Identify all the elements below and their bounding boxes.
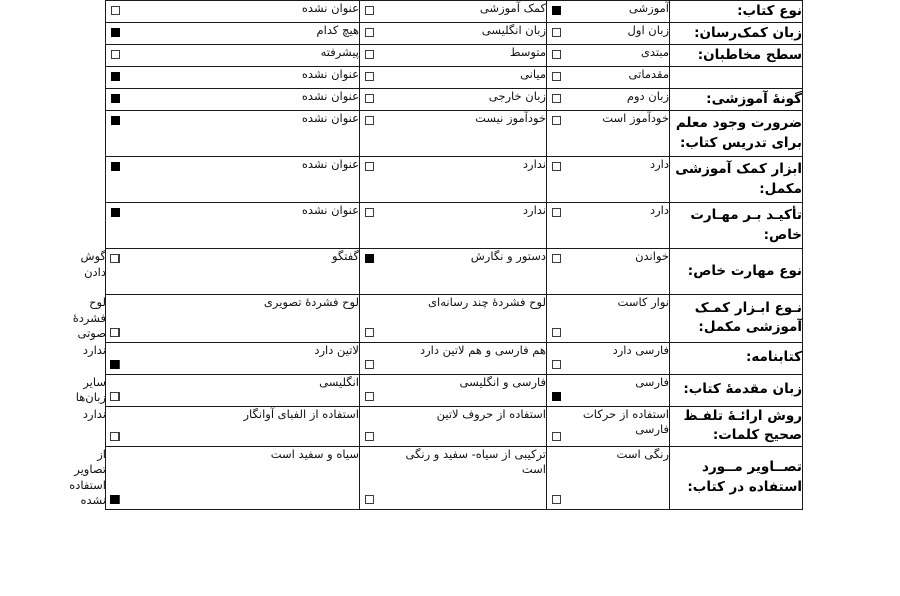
option-label: لاتین دارد — [314, 342, 359, 357]
option-label: عنوان نشده — [301, 111, 359, 125]
option-label: خواندن — [635, 249, 669, 263]
checkbox-unchecked-icon[interactable] — [365, 72, 374, 81]
option-label: سیاه و سفید است — [270, 446, 359, 461]
option-cell[interactable] — [360, 446, 547, 509]
option-label: عنوان نشده — [301, 157, 359, 171]
option-cell[interactable] — [106, 111, 360, 157]
checkbox-checked-icon[interactable] — [111, 28, 120, 37]
option-cell[interactable] — [106, 67, 360, 89]
option-cell[interactable] — [106, 89, 360, 111]
checkbox-checked-icon[interactable] — [111, 94, 120, 103]
checkbox-checked-icon[interactable] — [111, 208, 120, 217]
table-row — [106, 67, 803, 89]
checkbox-unchecked-icon[interactable] — [365, 495, 374, 504]
option-cell[interactable] — [547, 157, 670, 203]
row-label-row-bibliography: کتابنامه: — [670, 342, 803, 374]
option-label: از تصاویر استفاده نشده — [69, 446, 106, 508]
row-label-row-audience-level-2 — [670, 67, 803, 89]
table-row — [106, 249, 803, 295]
option-cell[interactable] — [106, 406, 360, 446]
checkbox-checked-icon[interactable] — [111, 116, 120, 125]
checkbox-checked-icon[interactable] — [552, 392, 561, 401]
checkbox-unchecked-icon[interactable] — [552, 208, 561, 217]
row-label-row-pronunciation-method: روش ارائـهٔ تلفـظ صحیح کلمات: — [670, 406, 803, 446]
option-label: سایر زبان‌ها — [75, 374, 106, 405]
table-row — [106, 89, 803, 111]
option-cell[interactable] — [547, 89, 670, 111]
option-label: خودآموز است — [602, 111, 669, 125]
option-cell[interactable] — [106, 342, 360, 374]
option-label: عنوان نشده — [301, 67, 359, 81]
option-cell[interactable] — [360, 23, 547, 45]
checkbox-unchecked-icon[interactable] — [552, 495, 561, 504]
checkbox-checked-icon[interactable] — [111, 162, 120, 171]
row-label-row-audience-level-1: سطح مخاطبان: — [670, 45, 803, 67]
option-cell[interactable] — [106, 374, 360, 406]
checkbox-unchecked-icon[interactable] — [111, 50, 120, 59]
option-label: هیچ کدام — [316, 23, 359, 37]
option-label: رنگی است — [616, 446, 669, 461]
option-label: عنوان نشده — [301, 1, 359, 15]
option-label: استفاده از حرکات فارسی — [582, 406, 669, 437]
checkbox-unchecked-icon[interactable] — [552, 432, 561, 441]
option-label: استفاده از الفبای آوانگار — [243, 406, 359, 421]
option-label: ندارد — [82, 406, 106, 421]
option-label: دستور و نگارش — [470, 249, 546, 263]
checkbox-unchecked-icon[interactable] — [110, 432, 119, 441]
option-label: لوح فشردهٔ صوتی — [72, 295, 106, 341]
checkbox-unchecked-icon[interactable] — [365, 28, 374, 37]
option-label: آموزشی — [628, 1, 669, 15]
checkbox-unchecked-icon[interactable] — [552, 254, 561, 263]
option-label: ندارد — [522, 203, 546, 217]
checkbox-checked-icon[interactable] — [552, 6, 561, 15]
option-label: مقدماتی — [628, 67, 669, 81]
checkbox-unchecked-icon[interactable] — [110, 328, 119, 337]
checkbox-unchecked-icon[interactable] — [365, 50, 374, 59]
option-cell[interactable] — [360, 295, 547, 343]
option-cell[interactable] — [547, 45, 670, 67]
option-cell[interactable] — [360, 406, 547, 446]
evaluation-form-table — [69, 0, 803, 510]
row-label-row-education-kind: گونهٔ آموزشی: — [670, 89, 803, 111]
option-label: دارد — [650, 157, 669, 171]
option-cell[interactable] — [106, 45, 360, 67]
row-label-row-images-used: تصــاویر مــورد استفاده در کتاب: — [670, 446, 803, 509]
table-row — [106, 45, 803, 67]
checkbox-unchecked-icon[interactable] — [365, 116, 374, 125]
option-cell[interactable] — [360, 157, 547, 203]
option-cell[interactable] — [360, 111, 547, 157]
checkbox-unchecked-icon[interactable] — [365, 432, 374, 441]
option-label: گفتگو — [331, 249, 359, 263]
option-label: لوح فشردهٔ تصویری — [263, 295, 359, 309]
option-label: استفاده از حروف لاتین — [436, 406, 546, 421]
option-cell[interactable] — [106, 295, 360, 343]
option-label: عنوان نشده — [301, 89, 359, 103]
option-label: فارسی و انگلیسی — [459, 374, 546, 389]
checkbox-unchecked-icon[interactable] — [365, 94, 374, 103]
table-row — [106, 374, 803, 406]
option-label: مبتدی — [640, 45, 669, 59]
option-label: پیشرفته — [320, 45, 359, 59]
table-row — [106, 23, 803, 45]
checkbox-unchecked-icon[interactable] — [552, 328, 561, 337]
table-row — [106, 295, 803, 343]
option-cell[interactable] — [360, 45, 547, 67]
option-cell[interactable] — [547, 249, 670, 295]
option-label: گوش دادن — [80, 249, 106, 279]
checkbox-unchecked-icon[interactable] — [365, 162, 374, 171]
checkbox-checked-icon[interactable] — [110, 495, 119, 504]
checkbox-checked-icon[interactable] — [365, 254, 374, 263]
checkbox-unchecked-icon[interactable] — [552, 360, 561, 369]
row-label-row-preface-language: زبان مقدمهٔ کتاب: — [670, 374, 803, 406]
table-row — [106, 406, 803, 446]
table-row — [106, 1, 803, 23]
option-cell[interactable] — [547, 446, 670, 509]
option-cell[interactable] — [547, 67, 670, 89]
option-label: نوار کاست — [617, 295, 669, 309]
option-label: هم فارسی و هم لاتین دارد — [419, 342, 546, 357]
row-label-row-book-type: نوع کتاب: — [670, 1, 803, 23]
checkbox-unchecked-icon[interactable] — [552, 72, 561, 81]
table-row — [106, 203, 803, 249]
table-row — [106, 157, 803, 203]
checkbox-unchecked-icon[interactable] — [365, 392, 374, 401]
option-cell[interactable] — [547, 406, 670, 446]
option-label: انگلیسی — [319, 374, 359, 389]
option-label: میانی — [520, 67, 546, 81]
option-cell[interactable] — [360, 249, 547, 295]
option-label: ندارد — [82, 342, 106, 357]
row-label-row-teacher-needed: ضرورت وجود معلم برای تدریس کتاب: — [670, 111, 803, 157]
option-label: لوح فشردهٔ چند رسانه‌ای — [428, 295, 546, 309]
checkbox-unchecked-icon[interactable] — [365, 360, 374, 369]
option-cell[interactable] — [360, 342, 547, 374]
option-cell[interactable] — [106, 23, 360, 45]
option-cell[interactable] — [547, 23, 670, 45]
option-label: عنوان نشده — [301, 203, 359, 217]
option-cell[interactable] — [360, 203, 547, 249]
table-row — [106, 342, 803, 374]
option-cell[interactable] — [547, 342, 670, 374]
option-cell[interactable] — [106, 157, 360, 203]
checkbox-unchecked-icon[interactable] — [365, 6, 374, 15]
option-cell[interactable] — [106, 203, 360, 249]
checkbox-checked-icon[interactable] — [111, 72, 120, 81]
table-row — [106, 446, 803, 509]
option-cell[interactable] — [547, 111, 670, 157]
option-label: فارسی دارد — [612, 342, 669, 357]
option-label: زبان اول — [627, 23, 669, 37]
option-cell[interactable] — [106, 1, 360, 23]
option-label: متوسط — [509, 45, 546, 59]
row-label-row-skill-emphasis: تأکیـد بـر مهـارت خاص: — [670, 203, 803, 249]
table-row — [106, 111, 803, 157]
option-label: دارد — [650, 203, 669, 217]
checkbox-unchecked-icon[interactable] — [365, 328, 374, 337]
row-label-row-assist-language: زبان کمک‌رسان: — [670, 23, 803, 45]
checkbox-unchecked-icon[interactable] — [552, 116, 561, 125]
row-label-row-supplementary-tool-type: نـوع ابـزار کمـک آموزشی مکمل: — [670, 295, 803, 343]
option-cell[interactable] — [360, 67, 547, 89]
checkbox-unchecked-icon[interactable] — [110, 254, 119, 263]
option-cell[interactable] — [360, 374, 547, 406]
checkbox-unchecked-icon[interactable] — [552, 94, 561, 103]
option-cell[interactable] — [547, 295, 670, 343]
option-cell[interactable] — [106, 249, 360, 295]
option-label: کمک آموزشی — [479, 1, 546, 15]
checkbox-unchecked-icon[interactable] — [110, 392, 119, 401]
option-label: فارسی — [635, 374, 669, 389]
checkbox-unchecked-icon[interactable] — [552, 162, 561, 171]
option-label: ندارد — [522, 157, 546, 171]
option-cell[interactable] — [547, 1, 670, 23]
option-cell[interactable] — [547, 203, 670, 249]
option-label: زبان انگلیسی — [481, 23, 546, 37]
option-cell[interactable] — [360, 89, 547, 111]
option-label: زبان خارجی — [488, 89, 546, 103]
option-label: زبان دوم — [626, 89, 669, 103]
option-cell[interactable] — [106, 446, 360, 509]
checkbox-unchecked-icon[interactable] — [111, 6, 120, 15]
row-label-row-supplementary-tool: ابزار کمک آموزشی مکمل: — [670, 157, 803, 203]
option-cell[interactable] — [547, 374, 670, 406]
row-label-row-skill-type: نوع مهارت خاص: — [670, 249, 803, 295]
checkbox-unchecked-icon[interactable] — [552, 28, 561, 37]
option-label: خودآموز نیست — [475, 111, 546, 125]
checkbox-checked-icon[interactable] — [110, 360, 119, 369]
checkbox-unchecked-icon[interactable] — [365, 208, 374, 217]
checkbox-unchecked-icon[interactable] — [552, 50, 561, 59]
option-cell[interactable] — [360, 1, 547, 23]
option-label: ترکیبی از سیاه- سفید و رنگی است — [405, 446, 546, 477]
